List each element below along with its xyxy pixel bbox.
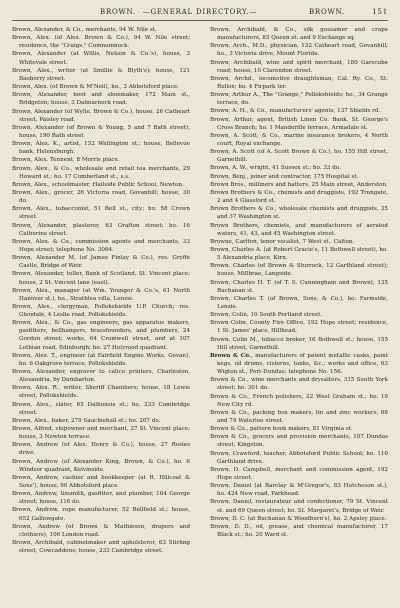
directory-entry: Brown, Charles H. T. (of T. S. Cunningham and Brown), 135 Buchanan st. bbox=[210, 279, 388, 294]
directory-entry: Brown, Archibald, wine and spirit merchant, 180 Garscube road; house, 10 Clarendon street. bbox=[210, 59, 388, 74]
header-rule bbox=[12, 20, 388, 21]
directory-entry: Brown, Daniel (at Barclay & M'Gregor's, 83 Hutcheson st.), ho. 424 New road, Parkhead. bbox=[210, 483, 388, 498]
directory-entry: Browne, Carlton, tenor vocalist, 7 West st., Calton. bbox=[210, 238, 355, 245]
directory-entry: Brown, Alex. K., artist, 152 Wellington st.; house, Bellevue bank, Helensburgh. bbox=[12, 141, 190, 156]
directory-entry: Brown & Co., wine merchants and drysalters, 315 South York street; ho. 301 do. bbox=[210, 377, 388, 392]
directory-entry: Brown, Charles T. (of Brown, Sons, & Co.), ho. Farmside, Lenzie. bbox=[210, 295, 388, 310]
directory-entry: Brown Brothers, chemists, and manufacturers of aerated waters, 41, 43, and 45 Washington street. bbox=[210, 222, 388, 237]
directory-entry: Brown, Alex., tobacconist, 51 Bell st., city; ho. 58 Crown street. bbox=[12, 206, 190, 221]
directory-entry: Brown, Alexander, plasterer, 63 Grafton street; ho. 16 Catherine street. bbox=[12, 222, 190, 237]
directory-entry: Brown, Arthur, agent, British Linen Co. Bank, St. George's Cross Branch; ho. 1 Manderille terrace, Armadale st. bbox=[210, 116, 388, 131]
header-right-word: BROWN. bbox=[308, 8, 345, 16]
directory-entry: Brown, Charles (of Brown & Sturrock, 12 Garthland street); house, Millbrae, Langside. bbox=[210, 263, 388, 278]
header-right bbox=[309, 8, 388, 16]
directory-entry: Brown, A. Scott (of A. Scott Brown & Co.), ho. 155 Hill street, Garnethill. bbox=[210, 149, 388, 164]
directory-entry: Brown, Alex., & Co., wholesale and retail tea merchants, 29 Howard st.; ho. 17 Cumberland st., s.s. bbox=[12, 165, 190, 180]
directory-entry: Brown Brothers & Co., chemists and druggists, 192 Trongate, 2 and 4 Glassford st. bbox=[210, 190, 388, 205]
directory-entry: Brown, Colin M., tobacco broker, 16 Bothwell st.; house, 155 Hill street, Garnethill. bbox=[210, 336, 388, 351]
directory-entry: Brown, Andrew, cashier and bookkeeper (at R. Hillcoat & Sons'), house, 90 Abbotsford place. bbox=[12, 474, 190, 489]
directory-column-right bbox=[210, 26, 388, 604]
header-title: —GENERAL DIRECTORY.— bbox=[142, 8, 258, 16]
directory-entry: Brown, Alex. R., writer, Sheriff Chambers; house, 18 Lewis street, Pollokshields. bbox=[12, 385, 190, 400]
directory-entry: Brown, Andrew, tinsmith, gasfitter, and plumber, 104 George street; house, 116 do. bbox=[12, 491, 190, 506]
directory-entry: Brown, Alexander (at Willis, Nelson & Co.'s), house, 3 Whitevale street. bbox=[12, 51, 190, 66]
directory-entry: Brown, Arch., M.D., physician, 132 Catheart road, Govanhill; ho., 3 Victoria drive, Mount Florida. bbox=[210, 43, 388, 58]
directory-entry: Brown & Co., French polishers, 22 West Graham st.; ho. 19 New City rd. bbox=[210, 393, 388, 408]
directory-entry: Brown, Alex. T., engineer (at Fairfield Engine Works, Govan), ho. 6 Oakgrove terrace, Pollokshields. bbox=[12, 352, 190, 367]
directory-entry: Brown & Co., manufacturers of patent metallic casks, paint kegs, oil drums, cisterns, tanks, &c.; works and office, 63 Wigton st., Port-Dundas; telephone No. 156. bbox=[210, 352, 388, 376]
directory-entry: Brown, Alex. (of Alex. Brown & Co.), 94 W. Nile street; residence, the "Craigs," Cumnumnock. bbox=[12, 35, 190, 50]
directory-entry: Brown, Alex., grocer, 26 Victoria road, Govanhill; house, 30 do. bbox=[12, 190, 190, 205]
directory-entry: Brown Brothers & Co., wholesale chemists and druggists, 35 and 37 Washington st. bbox=[210, 206, 388, 221]
directory-entry: Brown, Colin, 10 South Portland street. bbox=[210, 312, 323, 319]
directory-entry: Brown, Alex., schoolmaster, Hallside Public School, Newton. bbox=[12, 181, 184, 188]
directory-entry: Brown, Alfred, shipowner and merchant, 27 St. Vincent place; house, 3 Newton terrace. bbox=[12, 426, 190, 441]
directory-entry: Brown, Alex., writer (at Smillie & Blyth's); house, 121 Baeberry street. bbox=[12, 67, 190, 82]
directory-entry: Brown, Andrew (of Alexander King, Brown, & Co.), ho. 6 Windsor quadrant, Kelvinside. bbox=[12, 458, 190, 473]
page-number: 151 bbox=[372, 8, 388, 16]
directory-entry: Brown, Alexander, engraver to calico printers, Charleston, Alexandria, by Dumbarton. bbox=[12, 369, 190, 384]
directory-entry: Brown & Co., packing box makers, tin and zinc workers, 68 and 74 Waterloo street. bbox=[210, 409, 388, 424]
directory-entry: Brown, Alexander (of Brown & Young, 5 and 7 Bath street), house, 190 Bath street bbox=[12, 124, 190, 139]
directory-entry: Brown, Andrew (of Brown & Mathieson, drapers and clothiers), 106 London road. bbox=[12, 523, 190, 538]
directory-entry: Brown, Charles A. (at Robert Gracie's, 11 Bothwell street), ho. 5 Alexandria place, Kirn. bbox=[210, 247, 388, 262]
directory-entry: Brown, D. Campbell, merchant and commission agent, 192 Hope street. bbox=[210, 466, 388, 481]
directory-entry: Brown, Archibald, cabinetmaker and upholsterer, 63 Stirling street, Cowcaddens; house, 233 Cambridge street. bbox=[12, 540, 190, 555]
directory-entry: Brown & Co., grocers and provision merchants, 107 Dundas street, Kingston. bbox=[210, 434, 388, 449]
directory-column-left bbox=[12, 26, 190, 604]
directory-entry: Brown, Archibald, & Co., silk gossamer and crape manufacturers, 83 Queen st. and 9 Exchange sq. bbox=[210, 27, 388, 42]
directory-entry: Brown, Alex. Tennent, 8 Morris place. bbox=[12, 157, 120, 164]
directory-entry: Brown, D. C. (at Buchanan & Woodburn's), ho. 2 Apsley place. bbox=[210, 515, 387, 522]
directory-entry: Brown, Benj., joiner and contractor, 175 Hospital st. bbox=[210, 173, 359, 180]
directory-entry: Brown, Alex., clergyman, Pollokshields U.P. Church; res. Glendale, 4 Leslie road, Pollokshields. bbox=[12, 303, 190, 319]
header-left-word: BROWN. bbox=[100, 8, 137, 16]
directory-entry: Brown, A. H., & Co., manufacturers' agents, 137 Shields rd. bbox=[210, 108, 381, 115]
directory-entry: Brown, Alexander, teller, Bank of Scotland, St. Vincent place; house, 2 St. Vincent lane (east). bbox=[12, 271, 190, 286]
directory-entry: Brown, Alex. (of Brown & M'Neil), ho., 3 Abbotsford place. bbox=[12, 84, 179, 91]
directory-entry: Brown Colin, County Fire Office, 192 Hope street; residence, 1 St. James' place, Hillhead. bbox=[210, 320, 388, 335]
directory-entry: Brown, Alexander M. (of James Finlay & Co.), res. Gryffe Castle, Bridge of Weir. bbox=[12, 255, 190, 270]
directory-entry: Brown, A. Scott, & Co., marine insurance brokers, 4 North court, Royal exchange. bbox=[210, 132, 388, 147]
directory-entry: Brown, Arthur A., The "Grange," Pollokshields; ho., 34 Grange terrace, do. bbox=[210, 92, 388, 107]
directory-entry: Brown Bros., milliners and hatters, 25 Main street, Anderston. bbox=[210, 181, 388, 188]
directory-entry: Brown, Andrew, rope manufacturer, 52 Bellfield st.; house, 652 Gallowgate. bbox=[12, 507, 190, 522]
directory-entry: Brown, D. D., oil, grease, and chemical manufacturer, 17 Black st.; ho. 20 Ward st. bbox=[210, 523, 388, 538]
directory-entry: Brown, Alex., baker, 279 Sauchiehall st.; ho. 207 do. bbox=[12, 417, 161, 424]
directory-entry: Brown, Daniel, restaurateur and confectioner, 79 St. Vincent st. and 69 Queen street; ho. St. Margaret's, Bridge of Weir. bbox=[210, 499, 388, 514]
directory-entry: Brown, Alex., slater, 65 Dalhousie st.; ho. 233 Cambridge street. bbox=[12, 401, 190, 416]
directory-entry: Brown, Alex. & Co., commission agents and merchants, 33 Hope street; telephone No. 3064. bbox=[12, 238, 190, 253]
directory-entry: Brown, Andrew (of Alex. Henry & Co.), house, 27 Rosles drive. bbox=[12, 442, 190, 457]
directory-entry: Brown, Alexander, & Co., merchants, 94 W. Nile st. bbox=[12, 27, 157, 33]
directory-entry: Brown & Co., pattern book makers, 81 Virginia st. bbox=[210, 426, 353, 433]
directory-entry: Brown, Alex., & Co., gas engineers, gas apparatus makers, gasfitters, bellhangers, brassfounders, and plumbers, 24 Gordon street; works, 64 Cromwell street, and at 107 Lothian road, Edinburgh; ho. 27 Holyrood quadrant. bbox=[12, 320, 190, 351]
directory-entry: Brown, Crawford, teacher, Abbotsford Public School; ho. 110 Garthland drive. bbox=[210, 450, 388, 465]
directory-entry: Brown, Alex., manager (at Wm. Younger & Co.'s, 61 North Hanover st.), ho., Strathlea villa, Lenzie. bbox=[12, 287, 190, 302]
directory-entry: Brown, Alexander (of Wylie, Brown & Co.), house, 26 Catheart street, Paisley road. bbox=[12, 108, 190, 123]
directory-entry: Brown, A. W., wright, 41 Sussex st.; ho. 33 do. bbox=[210, 165, 341, 172]
directory-entry: Brown, Alexander, boot and shoemaker, 172 Main st., Bridgeton; house, 3 Dalmarnock road. bbox=[12, 92, 190, 107]
directory-entry: Brown, Archd., locomotive draughtsman, Cal. Ry. Co., St. Rollox; ho. 4 Firpark ter. bbox=[210, 75, 388, 90]
